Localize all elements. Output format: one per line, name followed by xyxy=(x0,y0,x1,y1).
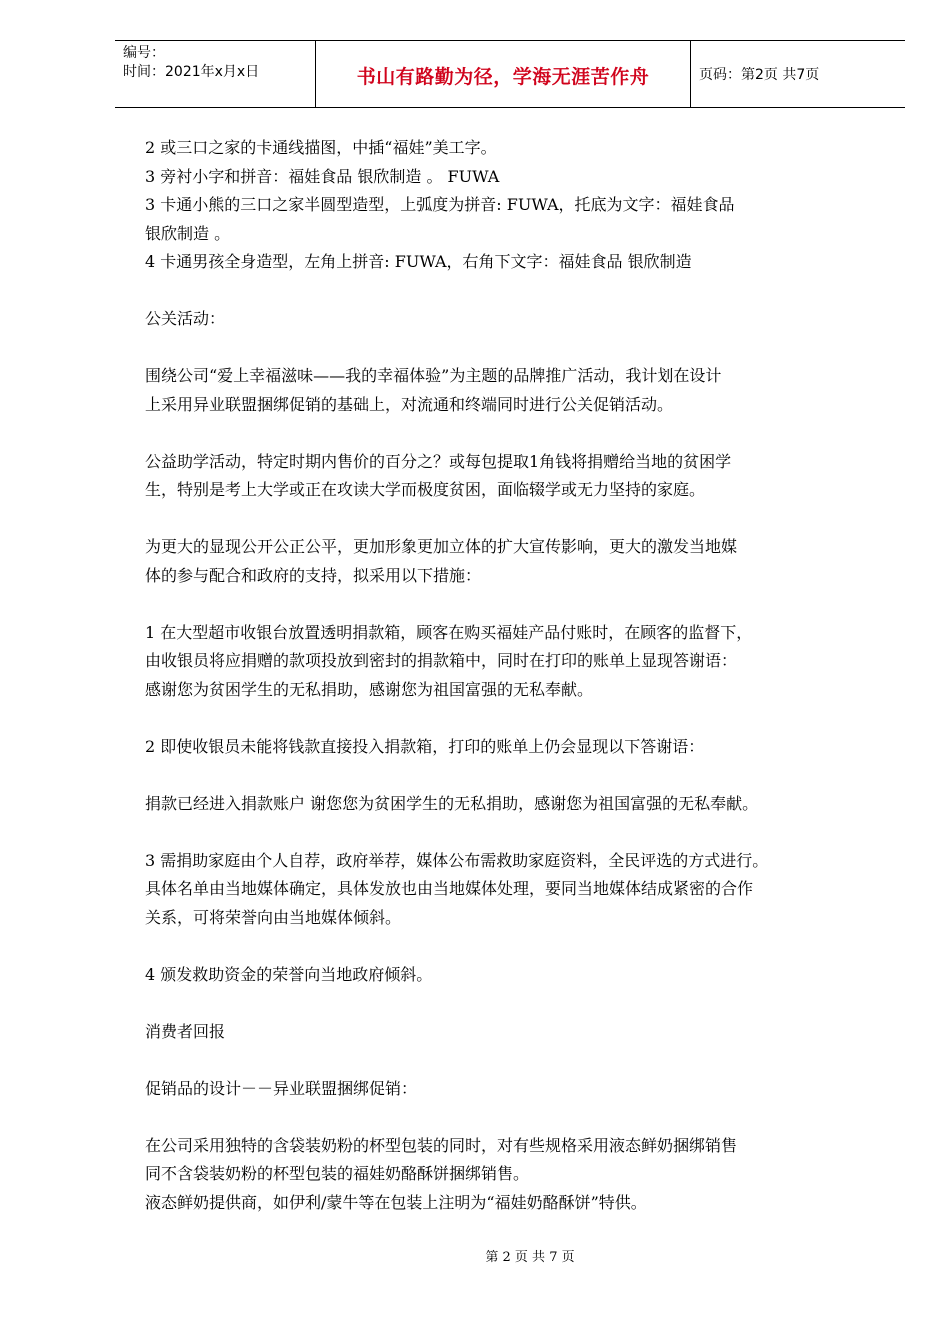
text-line: 4 卡通男孩全身造型，左角上拼音: FUWA，右角下文字：福娃食品 银欣制造 xyxy=(145,252,692,271)
paragraph-spacer xyxy=(145,761,905,790)
text-line: 围绕公司“爱上幸福滋味——我的幸福体验”为主题的品牌推广活动，我计划在设计 xyxy=(145,366,722,385)
paragraph-spacer xyxy=(145,989,905,1018)
text-line: 捐款已经进入捐款账户 谢您您为贫困学生的无私捐助，感谢您为祖国富强的无私奉献。 xyxy=(145,793,759,813)
text-line: 4 颁发救助资金的荣誉向当地政府倾斜。 xyxy=(145,964,433,984)
text-line: 消费者回报 xyxy=(145,1021,226,1041)
text-line: 感谢您为贫困学生的无私捐助，感谢您为祖国富强的无私奉献。 xyxy=(145,679,594,699)
text-line: 2 即使收银员未能将钱款直接投入捐款箱，打印的账单上仍会显现以下答谢语： xyxy=(145,736,705,756)
text-line: 关系，可将荣誉向由当地媒体倾斜。 xyxy=(145,907,402,927)
page-info: 页码：第2页 共7页 xyxy=(699,67,820,83)
header-motto-cell xyxy=(315,41,691,107)
motto: 书山有路勤为径，学海无涯苦作舟 xyxy=(356,66,650,88)
paragraph-spacer xyxy=(145,1046,905,1075)
paragraph-spacer xyxy=(145,419,905,448)
paragraph-spacer xyxy=(145,505,905,534)
text-line: 促销品的设计－－异业联盟捆绑促销： xyxy=(145,1078,418,1098)
paragraph-spacer xyxy=(145,590,905,619)
number-label: 编号： xyxy=(123,45,165,61)
header-meta-cell xyxy=(115,41,315,107)
text-line: 2 或三口之家的卡通线描图，中插“福娃”美工字。 xyxy=(145,138,497,157)
text-line: 银欣制造 。 xyxy=(145,223,231,243)
text-line: 同不含袋装奶粉的杯型包装的福娃奶酪酥饼捆绑销售。 xyxy=(145,1164,530,1183)
page-header xyxy=(115,40,905,108)
paragraph-spacer xyxy=(145,818,905,847)
page-footer xyxy=(0,1246,950,1265)
paragraph-spacer xyxy=(145,704,905,733)
time-label: 时间：2021年x月x日 xyxy=(123,64,260,80)
text-line: 生，特别是考上大学或正在攻读大学而极度贫困，面临辍学或无力坚持的家庭。 xyxy=(145,480,706,499)
text-line: 公关活动： xyxy=(145,309,226,328)
text-line: 3 需捐助家庭由个人自荐，政府举荐，媒体公布需救助家庭资料，全民评选的方式进行。 xyxy=(145,850,769,870)
text-line: 具体名单由当地媒体确定，具体发放也由当地媒体处理，要同当地媒体结成紧密的合作 xyxy=(145,879,754,898)
text-line: 在公司采用独特的含袋装奶粉的杯型包装的同时，对有些规格采用液态鲜奶捆绑销售 xyxy=(145,1135,738,1155)
text-line: 由收银员将应捐赠的款项投放到密封的捐款箱中，同时在打印的账单上显现答谢语： xyxy=(145,651,738,670)
document-body xyxy=(145,134,905,1217)
paragraph-spacer xyxy=(145,334,905,363)
paragraph-spacer xyxy=(145,277,905,306)
footer-page-number: 第 2 页 共 7 页 xyxy=(485,1250,575,1265)
paragraph-spacer xyxy=(145,1103,905,1132)
text-line: 1 在大型超市收银台放置透明捐款箱，顾客在购买福娃产品付账时，在顾客的监督下， xyxy=(145,622,753,642)
text-line: 液态鲜奶提供商，如伊利/蒙牛等在包装上注明为“福娃奶酪酥饼”特供。 xyxy=(145,1192,647,1212)
text-line: 体的参与配合和政府的支持，拟采用以下措施： xyxy=(145,565,482,585)
header-page-cell xyxy=(691,41,905,107)
text-line: 上采用异业联盟捆绑促销的基础上，对流通和终端同时进行公关促销活动。 xyxy=(145,394,674,414)
text-line: 3 旁衬小字和拼音：福娃食品 银欣制造 。 FUWA xyxy=(145,166,500,186)
text-line: 为更大的显现公开公正公平，更加形象更加立体的扩大宣传影响，更大的激发当地媒 xyxy=(145,537,738,556)
paragraph-spacer xyxy=(145,932,905,961)
text-line: 3 卡通小熊的三口之家半圆型造型，上弧度为拼音: FUWA，托底为文字：福娃食品 xyxy=(145,195,735,214)
text-line: 公益助学活动，特定时期内售价的百分之？或每包提取1角钱将捐赠给当地的贫困学 xyxy=(145,451,732,471)
